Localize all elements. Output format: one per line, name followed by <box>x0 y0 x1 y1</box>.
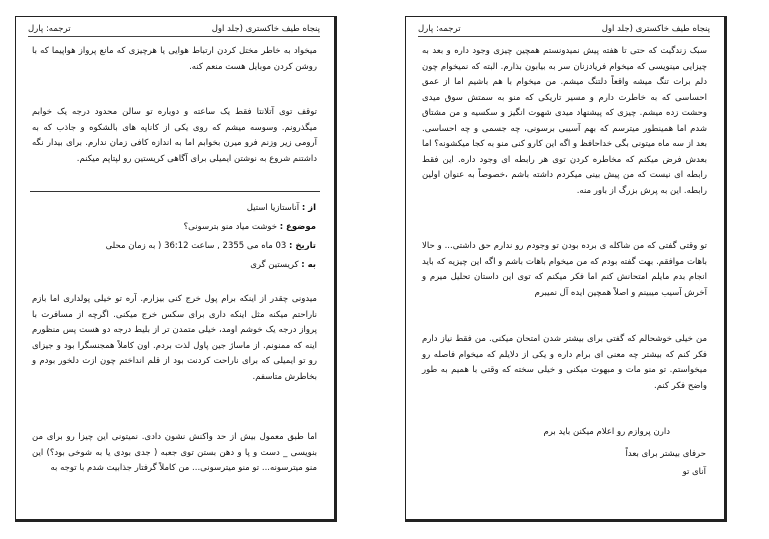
book-title: پنجاه طیف خاکستری (جلد اول <box>601 23 710 34</box>
document-page-left <box>15 16 337 522</box>
translator-credit: ترجمه: پارل <box>28 23 71 34</box>
signature-block <box>422 445 706 481</box>
email-subject <box>32 218 316 237</box>
translator-credit: ترجمه: پارل <box>418 23 461 34</box>
date-value: 03 ماه می 2355 , ساعت 36:12 ( به زمان محلی <box>105 241 287 251</box>
sign-off-line: حرفای بیشتر برای بعداً <box>625 449 706 459</box>
paragraph: تو وقتی گفتی که من شاکله ی برده بودن تو وجودم رو ندارم حق داشتی... و حالا باهات موافقم. بهت گفته بودم که من میخوام باهات باشم و اگه این چیزیه که باید انجام بدم مایلم امتحانش کنم اما فکر میکنم که توی این داستان تحلیل میرم و آخرش آسیب میبینم و اصلاً همچین ایده آل نمیبرم <box>422 241 707 298</box>
paragraph: میدونی چقدر از اینکه برام پول خرج کنی بیزارم. آره تو خیلی پولداری اما بازم ناراحتم میکنه مثل اینکه داری برای سکس خرج میکنی. اگرچه از مسافرت با پرواز درجه یک خوشم اومد، خیلی متمدن تر از بلیط درجه دو هست پس منظورم اینه که ممنونم. از ماساژ جین پاول لذت بردم. اون کاملاً همجنسگرا بود و جیزای رو تو ایمیلی که برای ناراحت کردنت بود از قلم انداختم چون ازت دلخور بودم و بخاطرش متاسفم. <box>32 294 317 382</box>
date-label: تاریخ : <box>289 241 316 251</box>
from-label: از : <box>301 203 316 213</box>
sign-off-line: دارن پروازم رو اعلام میکنن باید برم <box>543 427 670 437</box>
to-value: کریستین گری <box>250 260 299 270</box>
section-divider <box>30 191 320 192</box>
paragraph: میخواد به خاطر مختل کردن ارتباط هوایی یا هرچیزی که مانع پرواز هواپیما که با روشن کردن موبایل هست منعم کنه. <box>32 46 317 72</box>
email-header <box>32 199 316 275</box>
page-header <box>418 23 710 37</box>
subject-label: موضوع : <box>279 222 316 232</box>
email-date <box>32 237 316 256</box>
document-page-right <box>405 16 727 522</box>
signature-block <box>422 423 670 441</box>
paragraph: توقف توی آتلانتا فقط یک ساعته و دوباره تو سالن محدود درجه یک خوابم میگذرونم. وسوسه میشم که روی یکی از کاناپه های بالشکوه و جاذب که به آرومی زیر وزنم فرو میرن بخوابم اما به اندازه کافی زمان ندارم. برای بیدار نگه داشتنم شروع به نوشتن ایمیلی برای آگاهی کریستین رو لپتاپم میکنم. <box>32 107 317 164</box>
paragraph: اما طبق معمول بیش از حد واکنش نشون دادی. نمیتونی این چیزا رو برای من بنویسی _ دست و پا و دهن بستن توی جعبه ( جدی بودی یا به شوخی بود؟) این منو میترسونه... تو منو میترسونی... من کاملاً گرفتار جذابیت شدم با توجه به <box>32 432 317 473</box>
signature-name: آنای تو <box>682 467 706 477</box>
subject-value: خوشت میاد منو بترسونی؟ <box>183 222 277 232</box>
paragraph: سبک زندگیت که حتی تا هفته پیش نمیدونستم همچین چیزی وجود داره و بعد به چیزایی مینویسی که میخوام فریادزنان سر به بیابون بذارم. البته که نمیخوام چون دلم برات تنگ میشه واقعاً دلتنگ میشم. من میخوام با هم باشیم اما از عمق احساسی که به خاطرت دارم و مسیر تاریکی که منو به سمتش سوق میدی وحشت زده میشم. چیزی که پیشنهاد میدی شهوت انگیز و سکسیه و من مشتاق شدم اما همینطور میترسم که بهم آسیبی برسونی، چه جسمی و چه احساسی. بعد از سه ماه میتونی بگی خداحافظ و اگه این کارو کنی منو به کجا میکشونه؟ اما بعدش فرض میکنم که مخاطره کردن توی هر رابطه ای وجود داره. این فقط رابطه ای نیست که من پیش بینی میکردم داشته باشم ،خصوصاً به عنوان اولین رابطه. این به پرش بزرگ از باور منه. <box>422 46 707 196</box>
page-header <box>28 23 320 37</box>
from-value: آناستازیا استیل <box>246 203 300 213</box>
email-to <box>32 256 316 275</box>
book-title: پنجاه طیف خاکستری (جلد اول <box>211 23 320 34</box>
email-from <box>32 199 316 218</box>
to-label: به : <box>301 260 316 270</box>
paragraph: من خیلی خوشحالم که گفتی برای بیشتر شدن امتحان میکنی. من فقط نیاز دارم فکر کنم که بیشتر چه معنی ای برام داره و یکی از دلایلم که میخوام فاصله رو میخواستم. تو منو مات و مبهوت میکنی و خیلی سخته که وقتی با همیم به طور واضح فکر کنم. <box>422 334 707 391</box>
